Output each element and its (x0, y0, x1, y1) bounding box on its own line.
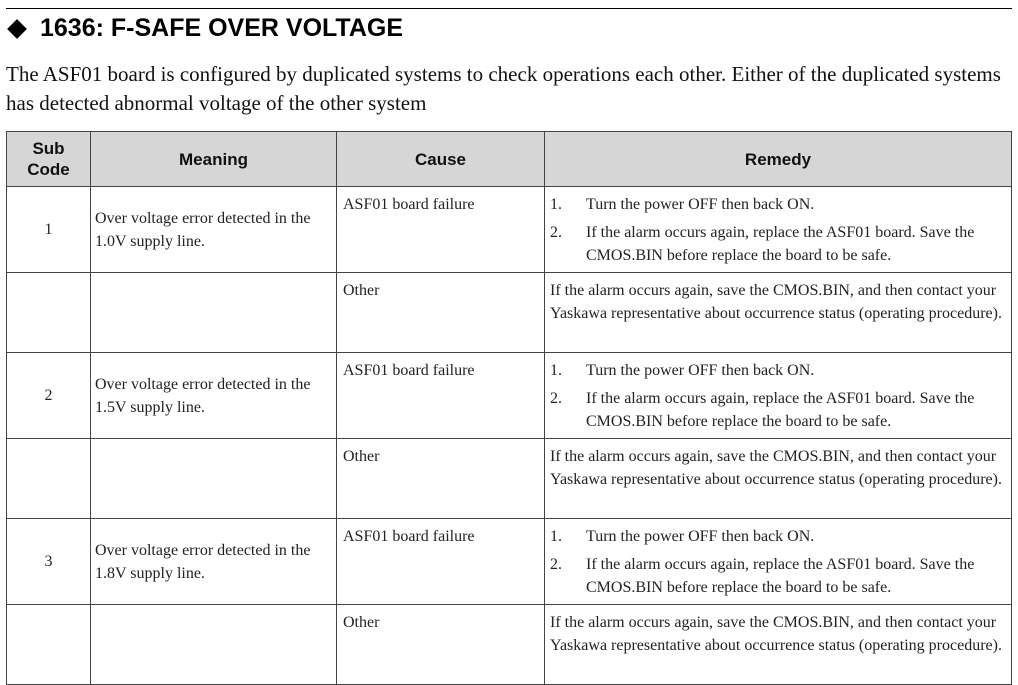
remedy-step (550, 221, 1003, 267)
remedy-cell (545, 187, 1012, 273)
header-remedy: Remedy (545, 132, 1012, 187)
table-header-row (7, 132, 1012, 187)
table-row (7, 353, 1012, 439)
header-sub-code (7, 132, 91, 187)
step-text: If the alarm occurs again, replace the ASF01 board. Save the CMOS.BIN before replace the board to be safe. (586, 556, 975, 596)
remedy-cell: If the alarm occurs again, save the CMOS.BIN, and then contact your Yaskawa representative about occurrence status (operating procedure). (545, 273, 1012, 353)
table-row (7, 273, 1012, 353)
sub-code-cell: 3 (7, 519, 91, 605)
step-number: 1. (550, 196, 562, 213)
sub-code-cell: 2 (7, 353, 91, 439)
intro-paragraph: The ASF01 board is configured by duplicated systems to check operations each other. Either of the duplicated systems has detected abnormal voltage of the other system (6, 62, 1001, 115)
header-cause: Cause (337, 132, 545, 187)
remedy-step (550, 525, 1003, 548)
meaning-cell: Over voltage error detected in the 1.0V supply line. (91, 187, 337, 273)
meaning-cell-empty (91, 273, 337, 353)
step-number: 2. (550, 224, 562, 241)
cause-cell: Other (337, 273, 545, 353)
top-rule (6, 8, 1012, 9)
meaning-cell: Over voltage error detected in the 1.8V supply line. (91, 519, 337, 605)
table-row (7, 519, 1012, 605)
table-row (7, 187, 1012, 273)
step-text: If the alarm occurs again, replace the ASF01 board. Save the CMOS.BIN before replace the board to be safe. (586, 224, 975, 264)
cause-cell: ASF01 board failure (337, 187, 545, 273)
step-number: 2. (550, 556, 562, 573)
section-heading (6, 14, 403, 43)
cause-cell: Other (337, 439, 545, 519)
sub-code-cell-empty (7, 273, 91, 353)
alarm-table (6, 131, 1012, 685)
remedy-step (550, 387, 1003, 433)
sub-code-cell: 1 (7, 187, 91, 273)
step-text: Turn the power OFF then back ON. (586, 196, 815, 213)
cause-cell: ASF01 board failure (337, 353, 545, 439)
remedy-cell (545, 353, 1012, 439)
meaning-cell-empty (91, 439, 337, 519)
remedy-step (550, 359, 1003, 382)
step-text: Turn the power OFF then back ON. (586, 362, 815, 379)
remedy-step (550, 193, 1003, 216)
step-number: 2. (550, 390, 562, 407)
meaning-cell-empty (91, 605, 337, 685)
cause-cell: ASF01 board failure (337, 519, 545, 605)
sub-code-cell-empty (7, 439, 91, 519)
step-number: 1. (550, 362, 562, 379)
sub-code-cell-empty (7, 605, 91, 685)
cause-cell: Other (337, 605, 545, 685)
step-text: If the alarm occurs again, replace the ASF01 board. Save the CMOS.BIN before replace the board to be safe. (586, 390, 975, 430)
table-row (7, 605, 1012, 685)
diamond-bullet-icon (7, 19, 27, 39)
remedy-cell: If the alarm occurs again, save the CMOS.BIN, and then contact your Yaskawa representative about occurrence status (operating procedure). (545, 439, 1012, 519)
section-title: 1636: F-SAFE OVER VOLTAGE (40, 14, 404, 42)
meaning-cell: Over voltage error detected in the 1.5V supply line. (91, 353, 337, 439)
remedy-step (550, 553, 1003, 599)
table-row (7, 439, 1012, 519)
remedy-cell (545, 519, 1012, 605)
step-number: 1. (550, 528, 562, 545)
header-sub-code-label: Sub Code (27, 139, 70, 179)
header-meaning: Meaning (91, 132, 337, 187)
step-text: Turn the power OFF then back ON. (586, 528, 815, 545)
remedy-cell: If the alarm occurs again, save the CMOS.BIN, and then contact your Yaskawa representative about occurrence status (operating procedure). (545, 605, 1012, 685)
